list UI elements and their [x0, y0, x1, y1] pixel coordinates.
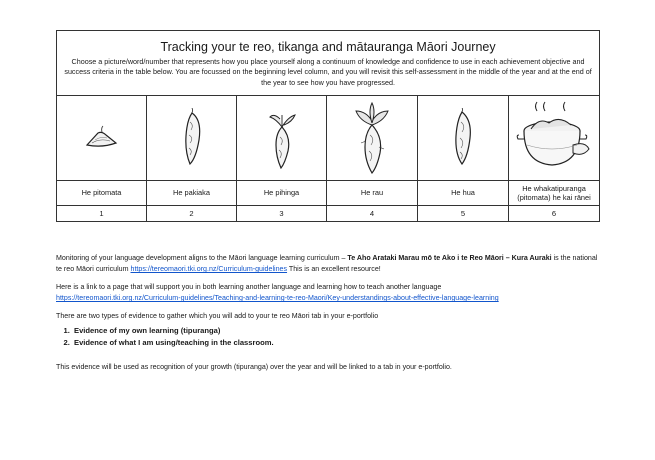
list-item: 2. Evidence of what I am using/teaching in the classroom.	[72, 337, 603, 349]
curriculum-name: Te Aho Arataki Marau mō te Ako i te Reo Māori – Kura Auraki	[347, 254, 552, 262]
tracking-table	[56, 30, 600, 222]
stage-label: He pitomata	[57, 181, 147, 206]
sprouting-seed-icon	[82, 123, 122, 153]
monitoring-text-after: This is an excellent resource!	[287, 265, 381, 273]
monitoring-paragraph	[56, 253, 601, 275]
support-text: Here is a link to a page that will support you in both learning another language and learning how to teach another language	[56, 283, 442, 291]
table-header-cell	[57, 31, 600, 96]
closing-paragraph: This evidence will be used as recognition of your growth (tipuranga) over the year and will be linked to a tab in your e-portfolio.	[56, 363, 452, 371]
kumara-root-icon	[177, 108, 207, 168]
evidence-intro: There are two types of evidence to gather which you will add to your te reo Māori tab in your e-portfolio	[56, 312, 379, 320]
stage-label: He rau	[327, 181, 418, 206]
stage-image-cell-1	[57, 96, 147, 181]
stage-number: 1	[57, 206, 147, 222]
intro-text: Choose a picture/word/number that represents how you place yourself along a continuum of knowledge and confidence to use in each achievement objective and success criteria in the table below. You are focussed on the beginning level column, and you will revisit this self-assessment in the middle of the year and at the end of the year to see how you have progressed.	[64, 56, 592, 87]
stage-number: 2	[147, 206, 237, 222]
language-learning-link[interactable]: https://tereomaori.tki.org.nz/Curriculum-guidelines/Teaching-and-learning-te-reo-Maori/Key-understandings-about-effective-language-learning	[56, 294, 499, 302]
stage-image-cell-2	[147, 96, 237, 181]
curriculum-guidelines-link[interactable]: https://tereomaori.tki.org.nz/Curriculum-guidelines	[130, 265, 288, 273]
support-paragraph	[56, 282, 601, 304]
stage-number: 5	[418, 206, 509, 222]
stage-number: 4	[327, 206, 418, 222]
stage-label-row	[57, 181, 600, 206]
list-item: 1. Evidence of my own learning (tipuranga)	[72, 325, 603, 337]
kumara-fruit-icon	[448, 108, 478, 168]
stage-image-cell-6	[509, 96, 600, 181]
stage-label: He whakatipuranga (pitomata) he kai rānei	[509, 181, 600, 206]
stage-image-cell-3	[237, 96, 327, 181]
cooking-pot-icon	[515, 101, 593, 175]
stage-image-cell-5	[418, 96, 509, 181]
stage-number: 3	[237, 206, 327, 222]
page-title: Tracking your te reo, tikanga and mātauranga Māori Journey	[160, 39, 496, 54]
stage-label: He pihinga	[237, 181, 327, 206]
monitoring-text-before: Monitoring of your language development aligns to the Māori language learning curriculum –	[56, 254, 348, 262]
kumara-leaves-icon	[350, 101, 394, 175]
stage-number: 6	[509, 206, 600, 222]
monitoring-text-middle: is the national te reo Māori curriculum	[56, 254, 598, 273]
stage-image-row	[57, 96, 600, 181]
stage-label: He pakiaka	[147, 181, 237, 206]
kumara-seedling-icon	[262, 105, 302, 171]
stage-image-cell-4	[327, 96, 418, 181]
stage-number-row	[57, 206, 600, 222]
table-header-row	[57, 31, 600, 96]
evidence-list	[58, 325, 603, 349]
stage-label: He hua	[418, 181, 509, 206]
